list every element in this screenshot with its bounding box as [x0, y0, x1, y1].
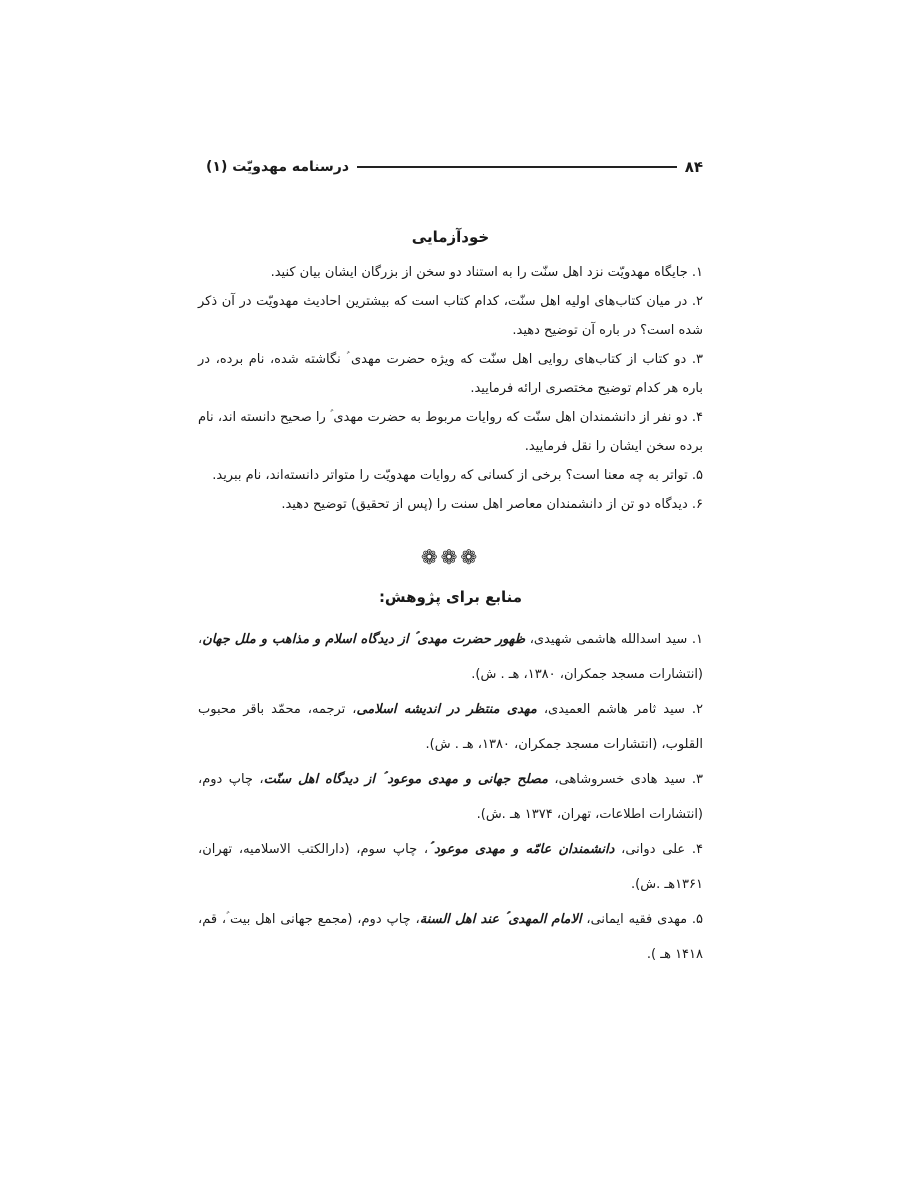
source-title: مهدی منتظر در اندیشه اسلامی: [356, 702, 537, 717]
source-author: ۵. مهدی فقیه ایمانی،: [581, 912, 703, 927]
question-item: ۲. در میان کتاب‌های اولیه اهل سنّت، کدام کتاب است که بیشترین احادیث مهدویّت در آن ذکر شده است؟ در باره آن توضیح دهید.: [198, 294, 703, 338]
source-details: ، چاپ سوم، (دارالکتب الاسلامیه، تهران، ۱۳۶۱هـ .ش).: [198, 842, 703, 892]
source-details: ، چاپ دوم، (مجمع جهانی اهل بیت ؑ، قم، ۱۴۱۸ هـ ).: [198, 912, 703, 962]
source-details: ، ترجمه، محمّد باقر محبوب القلوب، (انتشارات مسجد جمکران، ۱۳۸۰، هـ . ش).: [198, 702, 703, 752]
source-item: [198, 832, 703, 902]
header-rule: [357, 166, 677, 168]
source-title: ظهور حضرت مهدی ؑ از دیدگاه اسلام و مذاهب و ملل جهان: [202, 632, 526, 647]
source-author: ۱. سید اسدالله هاشمی شهیدی،: [525, 632, 703, 647]
source-item: [198, 692, 703, 762]
source-item: [198, 762, 703, 832]
source-details: ، چاپ دوم، (انتشارات اطلاعات، تهران، ۱۳۷۴ هـ .ش).: [198, 772, 703, 822]
running-header: [198, 152, 703, 182]
question-item: ۶. دیدگاه دو تن از دانشمندان معاصر اهل سنت را (پس از تحقیق) توضیح دهید.: [281, 497, 703, 512]
sources-heading: منابع برای پژوهش:: [378, 588, 523, 606]
source-title: مصلح جهانی و مهدی موعود ؑ از دیدگاه اهل سنّت: [263, 772, 549, 787]
question-item: ۳. دو کتاب از کتاب‌های روایی اهل سنّت که ویژه حضرت مهدی ؑ نگاشته شده، نام برده، در باره هر کدام توضیح مختصری ارائه فرمایید.: [198, 352, 703, 396]
source-item: [198, 902, 703, 972]
section-divider-ornament: ❁❁❁: [420, 545, 481, 569]
self-test-heading: خودآزمایی: [411, 228, 490, 246]
source-title: الامام المهدی ؑ عند اهل السنة: [419, 912, 582, 927]
source-author: ۳. سید هادی خسروشاهی،: [548, 772, 704, 787]
source-details: ، (انتشارات مسجد جمکران، ۱۳۸۰، هـ . ش).: [198, 632, 703, 682]
question-item: ۵. تواتر به چه معنا است؟ برخی از کسانی که روایات مهدویّت را متواتر دانسته‌اند، نام ببرید.: [212, 468, 703, 483]
question-item: ۱. جایگاه مهدویّت نزد اهل سنّت را به استناد دو سخن از بزرگان ایشان بیان کنید.: [270, 265, 703, 280]
question-item: ۴. دو نفر از دانشمندان اهل سنّت که روایات مربوط به حضرت مهدی ؑ را صحیح دانسته اند، نام برده سخن ایشان را نقل فرمایید.: [198, 410, 703, 454]
source-item: [198, 622, 703, 692]
source-author: ۲. سید ثامر هاشم العمیدی،: [536, 702, 703, 717]
source-title: دانشمندان عامّه و مهدی موعود ؑ: [428, 842, 615, 857]
page-number: ۸۴: [684, 158, 703, 176]
sources-list: [198, 622, 703, 972]
book-title: درسنامه مهدویّت (۱): [206, 159, 350, 175]
source-author: ۴. علی دوانی،: [614, 842, 703, 857]
self-test-questions: [198, 258, 703, 519]
